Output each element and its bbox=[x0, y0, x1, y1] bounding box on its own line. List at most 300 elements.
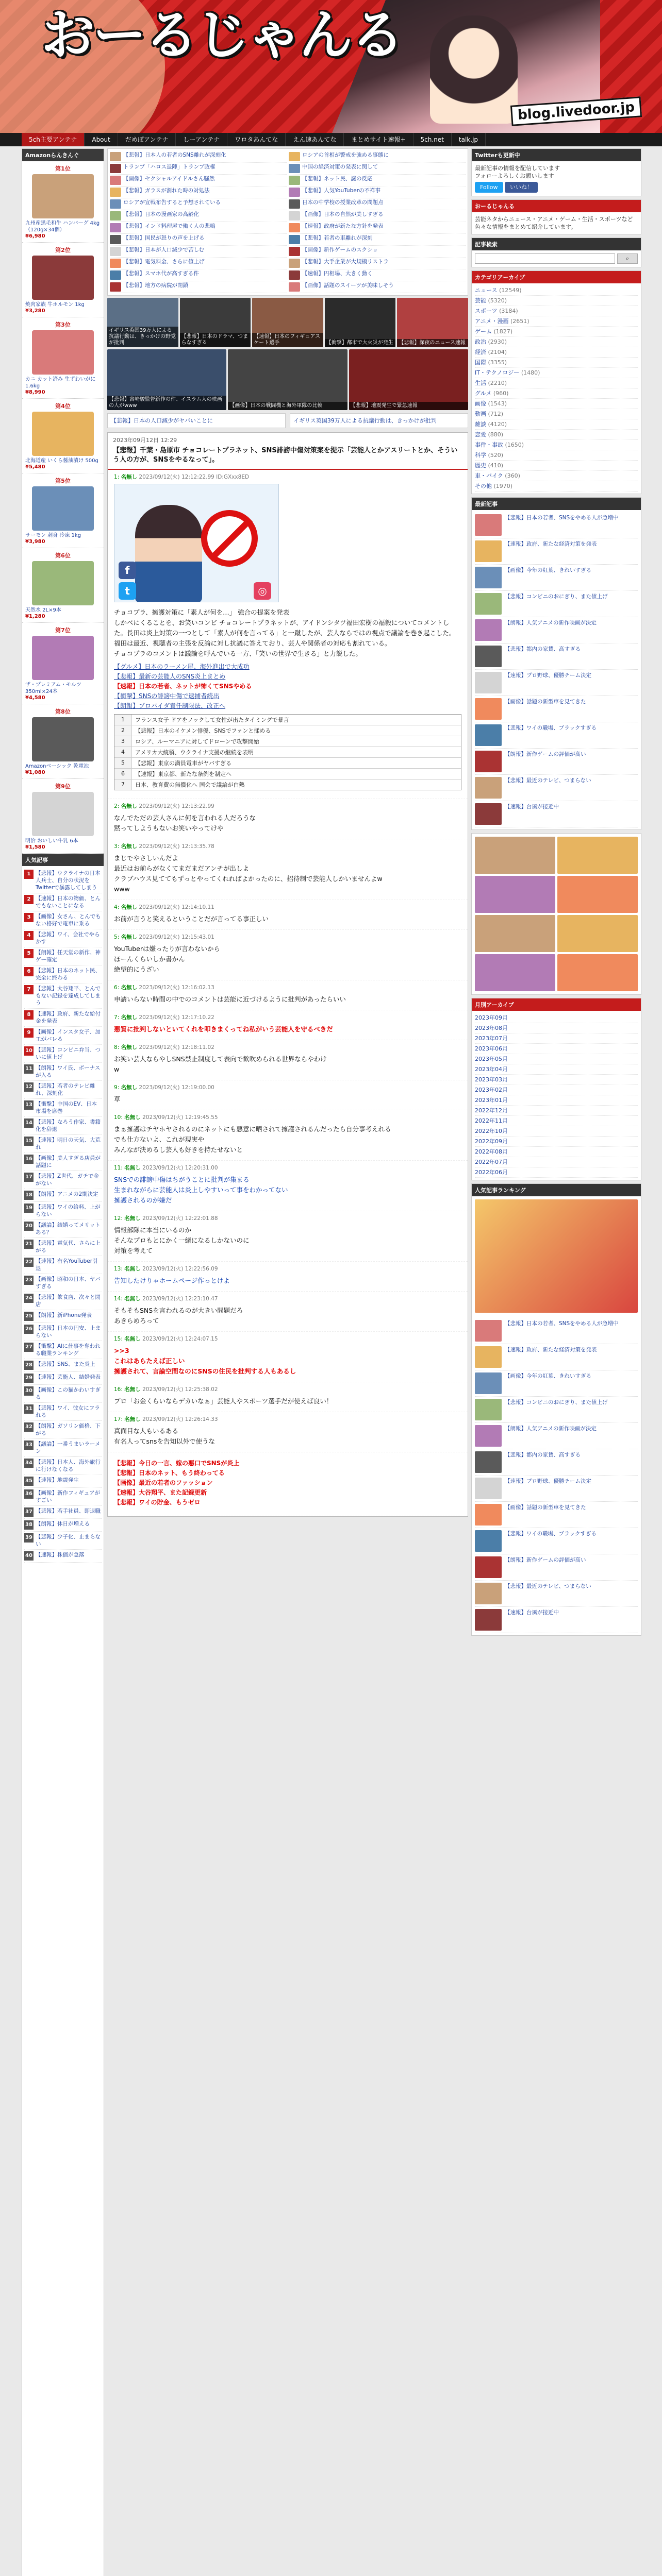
popular-title[interactable]: 【速報】政府、新たな給付金を発表 bbox=[36, 1011, 101, 1024]
popular-title[interactable]: 【悲報】ワイ、彼女にフラれる bbox=[36, 1405, 100, 1418]
nav-item[interactable]: 5ch.net bbox=[413, 133, 452, 146]
popular-title[interactable]: 【朗報】任天堂の新作、神ゲー確定 bbox=[36, 950, 101, 963]
latest-item[interactable] bbox=[475, 1476, 638, 1502]
latest-item[interactable] bbox=[475, 722, 638, 749]
latest-title[interactable]: 【速報】政府、新たな経済対策を発表 bbox=[505, 1347, 597, 1353]
popular-item[interactable] bbox=[24, 947, 102, 965]
popular-item[interactable] bbox=[24, 1519, 102, 1532]
table-cell-text[interactable]: 【悲報】日本のイケメン俳優、SNSでファンと揉める bbox=[135, 727, 271, 734]
category-name[interactable]: グルメ bbox=[475, 390, 492, 397]
bottom-link[interactable]: 【悲報】日本のネット、もう終わってる bbox=[114, 1469, 225, 1477]
grid-image[interactable] bbox=[557, 876, 638, 913]
popular-item[interactable] bbox=[24, 965, 102, 984]
category-name[interactable]: 歴史 bbox=[475, 462, 486, 469]
popular-item[interactable] bbox=[24, 1550, 102, 1563]
top-link-text[interactable]: トランプ「ハロス退陣」トランプ政権 bbox=[123, 164, 216, 170]
latest-title[interactable]: 【画像】今年の紅葉、きれいすぎる bbox=[505, 1373, 591, 1379]
category-name[interactable]: 生活 bbox=[475, 380, 486, 386]
featured-tile[interactable] bbox=[325, 298, 396, 347]
popular-title[interactable]: 【悲報】若手社員、即退職 bbox=[36, 1508, 101, 1514]
news-left[interactable]: 【悲報】日本の人口減少がヤバいことに bbox=[107, 413, 286, 428]
latest-title[interactable]: 【朗報】人気アニメの新作映画が決定 bbox=[505, 620, 597, 626]
month-item[interactable]: 2022年10月 bbox=[475, 1126, 638, 1137]
site-logo[interactable]: おーるじゃんる bbox=[41, 4, 403, 66]
featured-tile[interactable] bbox=[107, 298, 178, 347]
product-title[interactable]: 焼肉家族 牛ホルモン 1kg bbox=[25, 302, 85, 308]
latest-title[interactable]: 【悲報】ワイの職場、ブラックすぎる bbox=[505, 725, 597, 731]
popular-title[interactable]: 【悲報】ワイの給料、上がらない bbox=[36, 1204, 101, 1217]
popular-item[interactable] bbox=[24, 1099, 102, 1117]
popular-item[interactable] bbox=[24, 1220, 102, 1238]
popular-item[interactable] bbox=[24, 893, 102, 911]
popular-item[interactable] bbox=[24, 1189, 102, 1202]
grid-image[interactable] bbox=[475, 837, 555, 874]
top-link-text[interactable]: 中国の経済対策の発表に関して bbox=[302, 164, 378, 170]
popular-title[interactable]: 【悲報】Z世代、ガチで金がない bbox=[36, 1173, 99, 1187]
top-link[interactable] bbox=[289, 210, 466, 222]
popular-item[interactable] bbox=[24, 1274, 102, 1292]
product-image[interactable] bbox=[32, 636, 94, 680]
category-name[interactable]: 国際 bbox=[475, 359, 486, 366]
nav-item[interactable]: えん速あんてな bbox=[286, 133, 344, 146]
top-link-text[interactable]: 【画像】新作ゲームのスクショ bbox=[302, 247, 378, 253]
category-name[interactable]: 恋愛 bbox=[475, 431, 486, 438]
month-item[interactable]: 2023年07月 bbox=[475, 1033, 638, 1044]
table-cell-text[interactable]: アメリカ大統領、ウクライナ支援の継続を表明 bbox=[135, 749, 254, 756]
popular-title[interactable]: 【悲報】電気代、さらに上がる bbox=[36, 1240, 101, 1253]
latest-item[interactable] bbox=[475, 1344, 638, 1370]
latest-title[interactable]: 【画像】今年の紅葉、きれいすぎる bbox=[505, 567, 591, 573]
popular-item[interactable] bbox=[24, 1341, 102, 1359]
popular-item[interactable] bbox=[24, 1238, 102, 1256]
category-name[interactable]: アニメ・漫画 bbox=[475, 318, 509, 325]
bottom-link[interactable]: 【悲報】ワイの貯金、もうゼロ bbox=[114, 1499, 201, 1506]
featured-tile[interactable] bbox=[349, 349, 468, 410]
product-title[interactable]: 天然水 2L×9本 bbox=[25, 607, 61, 613]
popular-title[interactable]: 【悲報】コンビニ弁当、ついに値上げ bbox=[36, 1047, 101, 1060]
product-image[interactable] bbox=[32, 717, 94, 761]
popular-title[interactable]: 【朗報】ガソリン価格、下がる bbox=[36, 1423, 101, 1436]
latest-title[interactable]: 【悲報】ワイの職場、ブラックすぎる bbox=[505, 1531, 597, 1537]
category-item[interactable] bbox=[475, 296, 638, 306]
popular-item[interactable] bbox=[24, 1439, 102, 1457]
facebook-like-button[interactable]: いいね！ bbox=[505, 182, 538, 193]
top-link[interactable] bbox=[110, 187, 287, 198]
month-item[interactable]: 2022年06月 bbox=[475, 1167, 638, 1178]
rank-item[interactable] bbox=[22, 473, 104, 548]
latest-item[interactable] bbox=[475, 801, 638, 827]
featured-tile-caption[interactable]: 【画像】日本の戦闘機と海外軍隊の比較 bbox=[228, 402, 347, 410]
product-image[interactable] bbox=[32, 330, 94, 375]
rank-item[interactable] bbox=[22, 623, 104, 704]
category-item[interactable] bbox=[475, 409, 638, 419]
table-cell-text[interactable]: 日本、教育費の無償化へ 国会で議論が白熱 bbox=[135, 782, 245, 788]
top-link[interactable] bbox=[110, 175, 287, 187]
month-item[interactable]: 2022年07月 bbox=[475, 1157, 638, 1167]
popular-item[interactable] bbox=[24, 1323, 102, 1341]
month-item[interactable]: 2023年04月 bbox=[475, 1064, 638, 1075]
popular-item[interactable] bbox=[24, 868, 102, 893]
category-name[interactable]: 事件・事故 bbox=[475, 442, 503, 448]
popular-title[interactable]: 【悲報】ワイ、会社でやらかす bbox=[36, 931, 100, 945]
category-item[interactable] bbox=[475, 471, 638, 481]
table-row[interactable] bbox=[114, 758, 461, 769]
latest-item[interactable] bbox=[475, 1318, 638, 1344]
category-name[interactable]: スポーツ bbox=[475, 308, 498, 314]
latest-item[interactable] bbox=[475, 1423, 638, 1449]
latest-title[interactable]: 【画像】話題の新型車を見てきた bbox=[505, 1504, 586, 1511]
popular-title[interactable]: 【画像】昭和の日本、ヤバすぎる bbox=[36, 1276, 101, 1290]
latest-item[interactable] bbox=[475, 1607, 638, 1633]
category-item[interactable] bbox=[475, 378, 638, 388]
top-link-text[interactable]: 【画像】日本の自然が美しすぎる bbox=[302, 211, 384, 217]
top-link-text[interactable]: 【悲報】インド料理屋で働く人の悲鳴 bbox=[123, 223, 216, 229]
category-name[interactable]: 雑談 bbox=[475, 421, 486, 428]
category-item[interactable] bbox=[475, 327, 638, 337]
popular-item[interactable] bbox=[24, 1310, 102, 1323]
category-name[interactable]: 車・バイク bbox=[475, 472, 503, 479]
top-link[interactable] bbox=[110, 151, 287, 163]
nav-item[interactable]: ワロタあんてな bbox=[227, 133, 286, 146]
popular-title[interactable]: 【画像】この猫かわいすぎる bbox=[36, 1387, 101, 1400]
latest-item[interactable] bbox=[475, 1397, 638, 1423]
product-title[interactable]: 明治 おいしい牛乳 6本 bbox=[25, 838, 78, 844]
top-link[interactable] bbox=[289, 281, 466, 293]
latest-title[interactable]: 【悲報】コンビニのおにぎり、また値上げ bbox=[505, 594, 608, 600]
popular-title[interactable]: 【悲報】飲食店、次々と閉店 bbox=[36, 1294, 101, 1308]
grid-image[interactable] bbox=[475, 954, 555, 991]
popular-item[interactable] bbox=[24, 1117, 102, 1135]
top-link-text[interactable]: 【悲報】ガラスが割れた時の対処法 bbox=[123, 188, 210, 194]
bottom-link[interactable]: 【画像】最近の若者のファッション bbox=[114, 1479, 213, 1486]
top-link[interactable] bbox=[110, 234, 287, 246]
popular-item[interactable] bbox=[24, 1063, 102, 1081]
popular-item[interactable] bbox=[24, 1292, 102, 1310]
popular-item[interactable] bbox=[24, 1506, 102, 1519]
month-item[interactable]: 2023年03月 bbox=[475, 1075, 638, 1085]
bottom-link[interactable]: 【速報】大谷翔平、また記録更新 bbox=[114, 1489, 207, 1496]
table-cell-text[interactable]: ロシア、ルーマニアに対してドローンで攻撃開始 bbox=[135, 738, 259, 745]
top-link-text[interactable]: 【悲報】人気YouTuberの不祥事 bbox=[302, 188, 381, 194]
rank-item[interactable] bbox=[22, 161, 104, 243]
category-item[interactable] bbox=[475, 440, 638, 450]
latest-item[interactable] bbox=[475, 749, 638, 775]
latest-item[interactable] bbox=[475, 1581, 638, 1607]
popular-title[interactable]: 【朗報】新iPhone発表 bbox=[36, 1312, 92, 1318]
top-link-text[interactable]: 【悲報】スマホ代が高すぎる件 bbox=[123, 270, 199, 277]
month-item[interactable]: 2023年05月 bbox=[475, 1054, 638, 1064]
popular-item[interactable] bbox=[24, 1457, 102, 1475]
category-item[interactable] bbox=[475, 337, 638, 347]
top-link[interactable] bbox=[289, 151, 466, 163]
popular-title[interactable]: 【悲報】少子化、止まらない bbox=[36, 1534, 101, 1547]
product-title[interactable]: 九州産黒毛和牛 ハンバーグ 4kg（120g×34個） bbox=[25, 221, 100, 233]
grid-image[interactable] bbox=[557, 915, 638, 952]
nav-item[interactable]: talk.jp bbox=[452, 133, 486, 146]
table-row[interactable] bbox=[114, 736, 461, 747]
popular-title[interactable]: 【悲報】ウクライナの日本人兵士、自分の状況をTwitterで暴露してしまう bbox=[36, 870, 101, 891]
product-image[interactable] bbox=[32, 486, 94, 531]
popular-title[interactable]: 【速報】芸能人、結婚発表 bbox=[36, 1374, 101, 1380]
latest-title[interactable]: 【画像】話題の新型車を見てきた bbox=[505, 699, 586, 705]
top-link[interactable] bbox=[289, 175, 466, 187]
popular-item[interactable] bbox=[24, 1202, 102, 1220]
latest-item[interactable] bbox=[475, 617, 638, 643]
popular-title[interactable]: 【悲報】日本の円安、止まらない bbox=[36, 1325, 101, 1338]
table-row[interactable] bbox=[114, 725, 461, 736]
table-row[interactable] bbox=[114, 779, 461, 790]
top-link-text[interactable]: ロシアが宣戦布告すると予想されている bbox=[123, 199, 221, 206]
featured-tile-caption[interactable]: 【悲報】宮崎駿監督新作の件、イスラム人の映画の人がwww bbox=[107, 396, 226, 410]
popular-item[interactable] bbox=[24, 1532, 102, 1550]
category-item[interactable] bbox=[475, 419, 638, 430]
top-link-text[interactable]: 日本の中学校の授業改革の問題点 bbox=[302, 199, 384, 206]
product-title[interactable]: サーモン 刺身 冷凍 1kg bbox=[25, 533, 81, 538]
popular-item[interactable] bbox=[24, 1027, 102, 1045]
ranking-banner[interactable] bbox=[475, 1199, 638, 1313]
nav-item[interactable]: 5ch主要アンテナ bbox=[22, 133, 85, 146]
popular-item[interactable] bbox=[24, 1488, 102, 1506]
popular-item[interactable] bbox=[24, 1009, 102, 1027]
featured-tile-caption[interactable]: イギリス英国39万人による抗議行動は、きっかけの野党が批判 bbox=[107, 327, 178, 347]
related-link[interactable]: 【朗報】プロバイダ責任制限法、改正へ bbox=[114, 702, 226, 709]
popular-item[interactable] bbox=[24, 1385, 102, 1403]
product-image[interactable] bbox=[32, 174, 94, 218]
category-name[interactable]: 画像 bbox=[475, 400, 486, 407]
table-row[interactable] bbox=[114, 747, 461, 758]
popular-title[interactable]: 【速報】日本の物価、とんでもないことになる bbox=[36, 895, 101, 909]
popular-item[interactable] bbox=[24, 1256, 102, 1274]
latest-title[interactable]: 【悲報】日本の若者、SNSをやめる人が急増中 bbox=[505, 515, 619, 521]
latest-title[interactable]: 【悲報】最近のテレビ、つまらない bbox=[505, 1583, 591, 1589]
featured-tile[interactable] bbox=[228, 349, 347, 410]
search-input[interactable] bbox=[475, 253, 615, 264]
grid-image[interactable] bbox=[475, 876, 555, 913]
category-name[interactable]: 科学 bbox=[475, 452, 486, 459]
top-link-text[interactable]: 【悲報】電気料金、さらに値上げ bbox=[123, 259, 205, 265]
month-item[interactable]: 2023年06月 bbox=[475, 1044, 638, 1054]
bottom-link[interactable]: 【悲報】今日の一言、嫁の悪口でSNSが炎上 bbox=[114, 1460, 240, 1467]
popular-title[interactable]: 【速報】有名YouTuber引退 bbox=[36, 1258, 98, 1272]
month-item[interactable]: 2022年12月 bbox=[475, 1106, 638, 1116]
category-name[interactable]: 政治 bbox=[475, 338, 486, 345]
nav-item[interactable]: だめぽアンテナ bbox=[118, 133, 176, 146]
latest-title[interactable]: 【朗報】人気アニメの新作映画が決定 bbox=[505, 1426, 597, 1432]
top-link[interactable] bbox=[289, 198, 466, 210]
popular-title[interactable]: 【朗報】休日が増える bbox=[36, 1521, 90, 1527]
category-item[interactable] bbox=[475, 285, 638, 296]
month-item[interactable]: 2022年08月 bbox=[475, 1147, 638, 1157]
popular-title[interactable]: 【衝撃】AIに仕事を奪われる職業ランキング bbox=[36, 1343, 101, 1357]
popular-item[interactable] bbox=[24, 1135, 102, 1153]
category-item[interactable] bbox=[475, 316, 638, 327]
top-link-text[interactable]: 【悲報】ネット民、謎の反応 bbox=[302, 176, 373, 182]
category-item[interactable] bbox=[475, 450, 638, 461]
latest-title[interactable]: 【速報】政府、新たな経済対策を発表 bbox=[505, 541, 597, 547]
featured-tile-caption[interactable]: 【悲報】深夜のニュース速報 bbox=[397, 339, 468, 347]
popular-item[interactable] bbox=[24, 1421, 102, 1439]
category-item[interactable] bbox=[475, 358, 638, 368]
latest-item[interactable] bbox=[475, 591, 638, 617]
popular-title[interactable]: 【悲報】日本のネット民、完全に終わる bbox=[36, 968, 101, 981]
popular-item[interactable] bbox=[24, 911, 102, 929]
latest-item[interactable] bbox=[475, 538, 638, 565]
nav-item[interactable]: About bbox=[85, 133, 118, 146]
latest-item[interactable] bbox=[475, 565, 638, 591]
featured-tile-caption[interactable]: 【悲報】日本のドラマ、つまらなすぎる bbox=[180, 333, 251, 347]
product-title[interactable]: 北海道産 いくら醤油漬け 500g bbox=[25, 458, 98, 464]
product-image[interactable] bbox=[32, 412, 94, 456]
category-item[interactable] bbox=[475, 368, 638, 378]
category-item[interactable] bbox=[475, 306, 638, 316]
nav-item[interactable]: まとめサイト速報+ bbox=[344, 133, 413, 146]
popular-title[interactable]: 【悲報】日本人、海外旅行に行けなくなる bbox=[36, 1459, 101, 1472]
popular-title[interactable]: 【悲報】大谷翔平、とんでもない記録を達成してしまう bbox=[36, 986, 101, 1006]
latest-title[interactable]: 【悲報】最近のテレビ、つまらない bbox=[505, 777, 591, 784]
top-link-text[interactable]: 【悲報】大手企業が大規模リストラ bbox=[302, 259, 389, 265]
related-link[interactable]: 【速報】日本の若者、ネットが怖くてSNSやめる bbox=[114, 683, 252, 690]
latest-item[interactable] bbox=[475, 1528, 638, 1554]
related-link[interactable]: 【衝撃】SNSの誹謗中傷で逮捕者続出 bbox=[114, 692, 220, 700]
popular-title[interactable]: 【悲報】SNS、また炎上 bbox=[36, 1361, 95, 1367]
month-item[interactable]: 2023年09月 bbox=[475, 1013, 638, 1023]
table-cell-text[interactable]: 【悲報】東京の満員電車がヤバすぎる bbox=[135, 760, 231, 767]
grid-image[interactable] bbox=[557, 837, 638, 874]
latest-item[interactable] bbox=[475, 512, 638, 538]
category-item[interactable] bbox=[475, 481, 638, 492]
category-item[interactable] bbox=[475, 461, 638, 471]
popular-title[interactable]: 【悲報】若者のテレビ離れ、深刻化 bbox=[36, 1083, 95, 1096]
latest-item[interactable] bbox=[475, 775, 638, 801]
popular-title[interactable]: 【速報】明日の天気、大荒れ bbox=[36, 1137, 101, 1150]
latest-title[interactable]: 【朗報】新作ゲームの評価が高い bbox=[505, 751, 586, 757]
popular-title[interactable]: 【悲報】なろう作家、書籍化を辞退 bbox=[36, 1119, 101, 1132]
latest-item[interactable] bbox=[475, 1502, 638, 1528]
popular-item[interactable] bbox=[24, 1081, 102, 1099]
nav-item[interactable]: しーアンテナ bbox=[176, 133, 227, 146]
top-link-text[interactable]: 【悲報】日本の漫画家の高齢化 bbox=[123, 211, 199, 217]
popular-item[interactable] bbox=[24, 1171, 102, 1189]
top-link-text[interactable]: 【悲報】国民が怒りの声を上げる bbox=[123, 235, 205, 241]
top-link-text[interactable]: 【速報】政府が新たな方針を発表 bbox=[302, 223, 384, 229]
top-link[interactable] bbox=[110, 222, 287, 234]
featured-tile-caption[interactable]: 【速報】日本のフィギュアスケート選手 bbox=[252, 333, 323, 347]
popular-title[interactable]: 【速報】株価が急落 bbox=[36, 1552, 85, 1558]
category-item[interactable] bbox=[475, 347, 638, 358]
month-item[interactable]: 2023年02月 bbox=[475, 1085, 638, 1095]
product-title[interactable]: カニ カット済み 生ずわいがに 1.6kg bbox=[25, 377, 96, 389]
featured-tile-caption[interactable]: 【衝撃】都市で大火災が発生 bbox=[325, 339, 396, 347]
category-name[interactable]: 芸能 bbox=[475, 297, 486, 304]
latest-title[interactable]: 【悲報】都内の家賃、高すぎる bbox=[505, 646, 581, 652]
popular-title[interactable]: 【画像】美人すぎる店員が話題に bbox=[36, 1155, 101, 1168]
top-link[interactable] bbox=[289, 246, 466, 258]
twitter-follow-button[interactable]: Follow bbox=[475, 182, 503, 193]
top-link[interactable] bbox=[289, 269, 466, 281]
top-link-text[interactable]: 【速報】円相場、大きく動く bbox=[302, 270, 373, 277]
popular-title[interactable]: 【画像】インスタ女子、加工がバレる bbox=[36, 1029, 101, 1042]
top-link-text[interactable]: ロシアの首相が警戒を強める事態に bbox=[302, 152, 389, 158]
related-link[interactable]: 【グルメ】日本のラーメン屋、海外進出で大成功 bbox=[114, 663, 250, 670]
table-row[interactable] bbox=[114, 769, 461, 779]
grid-image[interactable] bbox=[557, 954, 638, 991]
latest-title[interactable]: 【悲報】日本の若者、SNSをやめる人が急増中 bbox=[505, 1320, 619, 1327]
latest-item[interactable] bbox=[475, 1554, 638, 1581]
latest-title[interactable]: 【速報】台風が接近中 bbox=[505, 1609, 559, 1616]
category-item[interactable] bbox=[475, 399, 638, 409]
top-link[interactable] bbox=[289, 187, 466, 198]
popular-title[interactable]: 【朗報】ワイ氏、ボーナスが入る bbox=[36, 1065, 101, 1078]
search-button[interactable] bbox=[617, 253, 638, 264]
month-item[interactable]: 2023年08月 bbox=[475, 1023, 638, 1033]
latest-title[interactable]: 【悲報】都内の家賃、高すぎる bbox=[505, 1452, 581, 1458]
related-link[interactable]: 【悲報】最新の芸能人のSNS炎上まとめ bbox=[114, 673, 226, 680]
latest-title[interactable]: 【速報】台風が接近中 bbox=[505, 804, 559, 810]
table-row[interactable] bbox=[114, 715, 461, 725]
product-image[interactable] bbox=[32, 792, 94, 836]
popular-title[interactable]: 【議論】結婚ってメリットある？ bbox=[36, 1222, 101, 1235]
top-link[interactable] bbox=[110, 210, 287, 222]
top-link[interactable] bbox=[289, 163, 466, 175]
category-name[interactable]: ニュース bbox=[475, 287, 498, 294]
latest-item[interactable] bbox=[475, 696, 638, 722]
table-cell-text[interactable]: 【速報】東京都、新たな条例を制定へ bbox=[135, 771, 231, 777]
top-link[interactable] bbox=[110, 198, 287, 210]
product-title[interactable]: ザ・プレミアム・モルツ 350ml×24本 bbox=[25, 682, 81, 694]
news-right[interactable]: イギリス英国39万人による抗議行動は、きっかけが批判 bbox=[290, 413, 468, 428]
category-name[interactable]: その他 bbox=[475, 483, 492, 489]
top-link[interactable] bbox=[110, 163, 287, 175]
product-title[interactable]: Amazonベーシック 乾電池 bbox=[25, 764, 89, 769]
featured-tile[interactable] bbox=[252, 298, 323, 347]
month-item[interactable]: 2022年11月 bbox=[475, 1116, 638, 1126]
product-image[interactable] bbox=[32, 561, 94, 605]
latest-title[interactable]: 【朗報】新作ゲームの評価が高い bbox=[505, 1557, 586, 1563]
popular-title[interactable]: 【画像】新作フィギュアがすごい bbox=[36, 1490, 101, 1503]
top-link[interactable] bbox=[289, 234, 466, 246]
latest-item[interactable] bbox=[475, 1449, 638, 1476]
product-image[interactable] bbox=[32, 256, 94, 300]
top-link-text[interactable]: 【悲報】日本が人口減少で苦しむ bbox=[123, 247, 205, 253]
latest-item[interactable] bbox=[475, 1370, 638, 1397]
category-item[interactable] bbox=[475, 430, 638, 440]
month-item[interactable]: 2022年09月 bbox=[475, 1137, 638, 1147]
category-name[interactable]: 経済 bbox=[475, 349, 486, 355]
top-link[interactable] bbox=[110, 269, 287, 281]
rank-item[interactable] bbox=[22, 704, 104, 779]
popular-item[interactable] bbox=[24, 1153, 102, 1171]
popular-item[interactable] bbox=[24, 1475, 102, 1488]
category-name[interactable]: 動画 bbox=[475, 411, 486, 417]
latest-title[interactable]: 【速報】プロ野球、優勝チーム決定 bbox=[505, 672, 591, 679]
category-name[interactable]: ゲーム bbox=[475, 328, 492, 335]
featured-tile[interactable] bbox=[397, 298, 468, 347]
latest-title[interactable]: 【速報】プロ野球、優勝チーム決定 bbox=[505, 1478, 591, 1484]
category-name[interactable]: IT・テクノロジー bbox=[475, 369, 520, 376]
popular-item[interactable] bbox=[24, 929, 102, 947]
rank-item[interactable] bbox=[22, 779, 104, 854]
popular-title[interactable]: 【衝撃】中国のEV、日本市場を席巻 bbox=[36, 1101, 97, 1114]
popular-item[interactable] bbox=[24, 1045, 102, 1063]
table-cell-text[interactable]: フランス女子 ドアをノックして女性が出たタイミングで暴言 bbox=[135, 717, 289, 723]
popular-item[interactable] bbox=[24, 1403, 102, 1421]
popular-item[interactable] bbox=[24, 1359, 102, 1372]
popular-title[interactable]: 【朗報】アニメの2期決定 bbox=[36, 1191, 98, 1197]
month-item[interactable]: 2023年01月 bbox=[475, 1095, 638, 1106]
grid-image[interactable] bbox=[475, 915, 555, 952]
top-link[interactable] bbox=[289, 258, 466, 269]
popular-title[interactable]: 【議論】一番うまいラーメン bbox=[36, 1441, 101, 1454]
